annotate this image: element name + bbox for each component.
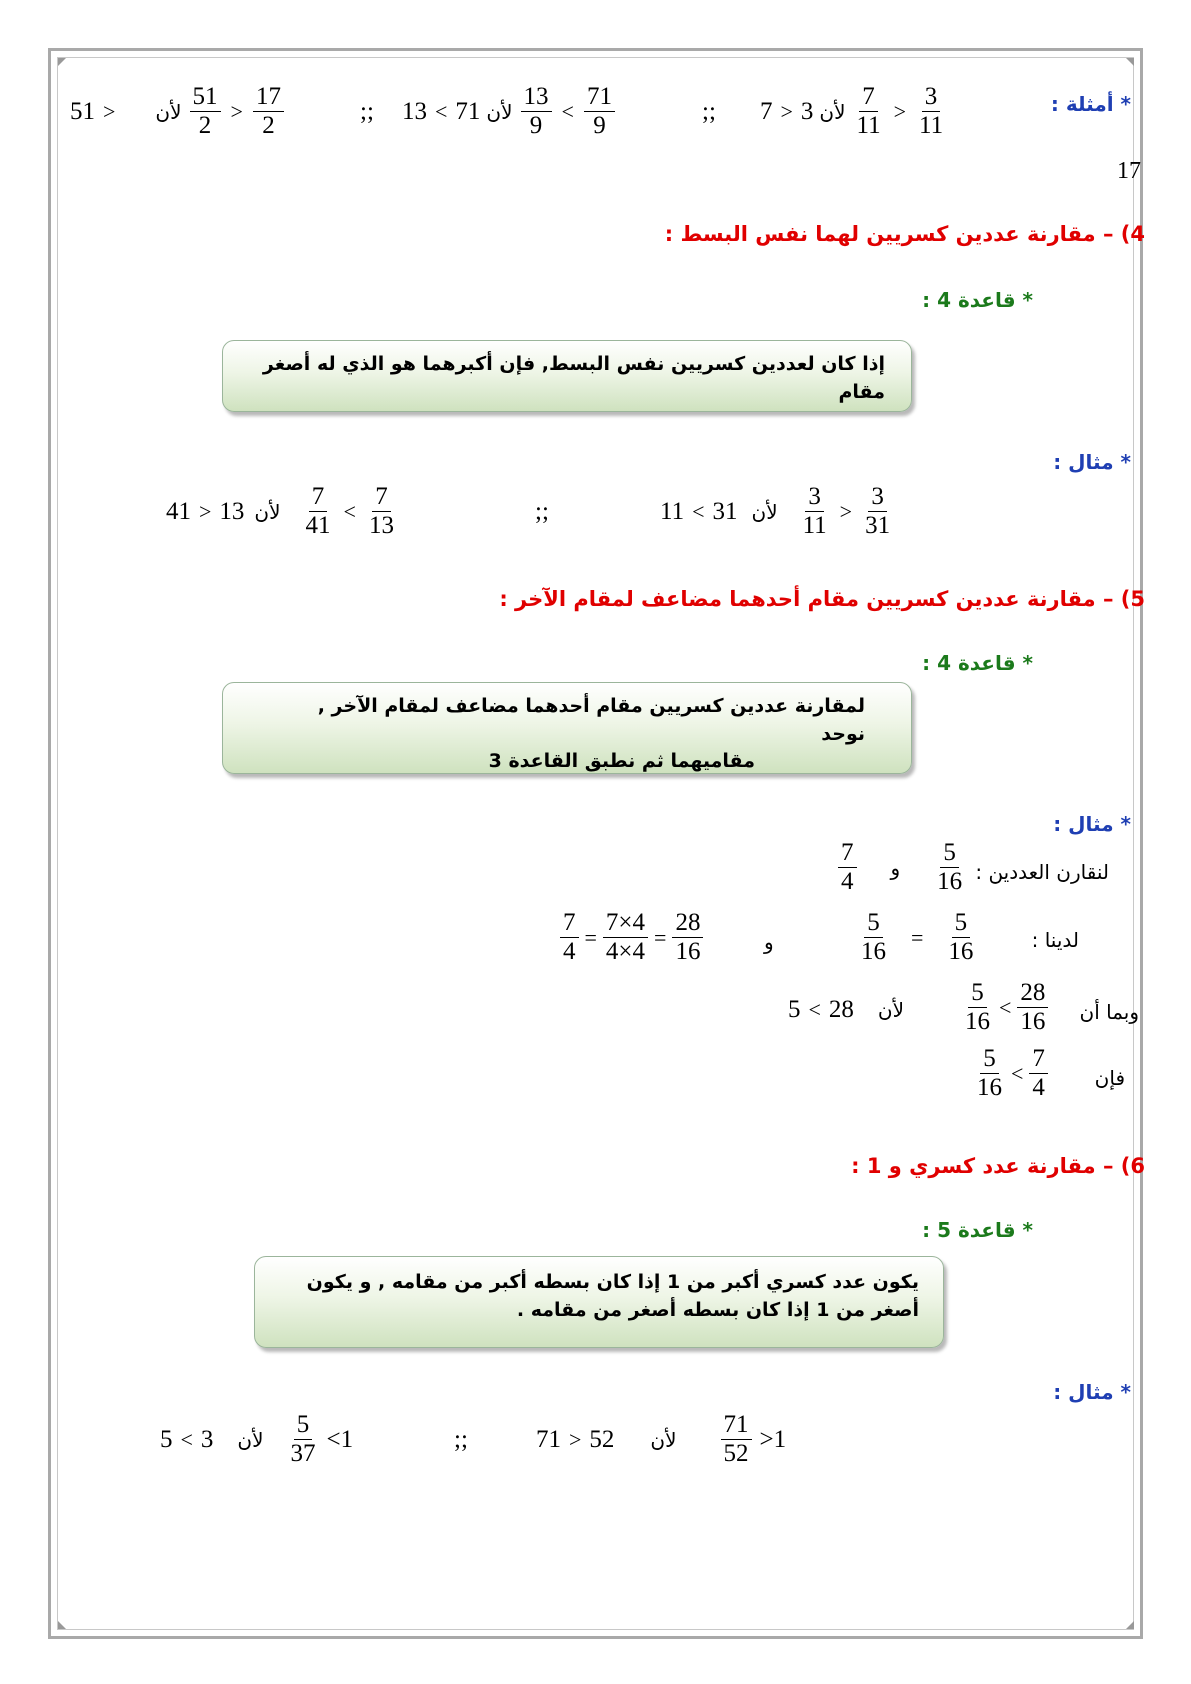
- fraction: $\frac{5}{16}$: [965, 979, 990, 1036]
- fraction: $\frac{7}{4}$: [1027, 1046, 1050, 1102]
- corner-ornament: [1126, 58, 1134, 66]
- example-6-2: 5 < 3 لأن $\frac{5}{37}$ <1: [160, 1411, 354, 1468]
- fraction: $\frac{3}{31}$: [865, 483, 891, 540]
- rule-4-text: إذا كان لعددين كسريين نفس البسط, فإن أكبرهما هو الذي له أصغر مقام: [262, 353, 885, 403]
- section-5-heading: 5) – مقارنة عددين كسريين مقام أحدهما مضاعف لمقام الآخر :: [499, 587, 1145, 611]
- separator: ;;: [360, 98, 374, 125]
- fraction: $\frac{51}{2}$: [188, 84, 223, 140]
- compare-label: لنقارن العددين :: [975, 860, 1109, 884]
- stray-number: 17: [1117, 158, 1141, 184]
- example-label-4: * مثال :: [1053, 450, 1131, 474]
- rule-5-label: * قاعدة 4 :: [922, 651, 1033, 675]
- section-4-heading: 4) – مقارنة عددين كسريين لهما نفس البسط :: [664, 222, 1145, 246]
- rule-5-line-1: لمقارنة عددين كسريين مقام أحدهما مضاعف لمقام الآخر , نوحد: [317, 695, 865, 745]
- fraction: $\frac{28}{16}$: [670, 910, 705, 966]
- fraction: $\frac{7}{41}$: [305, 483, 331, 540]
- fraction: $\frac{5}{16}$: [861, 909, 886, 966]
- corner-ornament: [1126, 1621, 1134, 1629]
- example-3: 51 > لأن $\frac{51}{2}$ > $\frac{17}{2}$: [70, 84, 286, 140]
- fraction: $\frac{7}{13}$: [368, 483, 394, 540]
- fraction: $\frac{13}{9}$: [519, 84, 554, 140]
- rule-box-5: [222, 682, 912, 774]
- separator: ;;: [535, 498, 549, 525]
- equality-left: $\frac{5}{16}$ = $\frac{5}{16}$: [856, 910, 978, 966]
- equality-right: $\frac{7}{4}$ = $\frac{7\times 4}{4\times 4}$ = $\frac{28}{16}$: [558, 910, 705, 966]
- then-label: فإن: [1094, 1066, 1125, 1090]
- example-6-1: 71 > 52 لأن $\frac{71}{52}$ >1: [536, 1411, 787, 1468]
- example-label-6: * مثال :: [1053, 1380, 1131, 1404]
- example-label-5: * مثال :: [1053, 812, 1131, 836]
- fraction: $\frac{7\times 4}{4\times 4}$: [601, 910, 650, 966]
- fraction: $\frac{7}{4}$: [836, 840, 859, 896]
- separator: ;;: [702, 98, 716, 125]
- example-2: 13 < 71 لأن $\frac{13}{9}$ < $\frac{71}{9}$: [402, 84, 617, 140]
- we-have-label: لدينا :: [1031, 928, 1079, 952]
- fraction: $\frac{5}{16}$: [937, 839, 963, 896]
- examples-label: * أمثلة :: [1050, 92, 1131, 116]
- fraction: $\frac{5}{37}$: [290, 1411, 316, 1468]
- rule-6-label: * قاعدة 5 :: [922, 1218, 1033, 1242]
- rule-4-label: * قاعدة 4 :: [922, 288, 1033, 312]
- example-4-1: 11 < 31 لأن $\frac{3}{11}$ > $\frac{3}{31}$: [660, 484, 895, 540]
- since-comparison: 5 < 28 لأن: [788, 996, 905, 1023]
- example-4-2: 41 > 13 لأن $\frac{7}{41}$ < $\frac{7}{13}$: [166, 484, 399, 540]
- fraction: $\frac{28}{16}$: [1015, 980, 1050, 1036]
- separator: ;;: [454, 1426, 468, 1453]
- fraction: $\frac{5}{16}$: [948, 909, 974, 966]
- fraction: $\frac{3}{11}$: [919, 83, 944, 140]
- example-1: 7 > 3 لأن $\frac{7}{11}$ > $\frac{3}{11}$: [760, 84, 948, 140]
- section-6-heading: 6) – مقارنة عدد كسري و 1 :: [851, 1154, 1145, 1178]
- fraction: $\frac{71}{52}$: [719, 1412, 754, 1468]
- rule-box-6: [254, 1256, 944, 1348]
- rule-6-line-1: يكون عدد كسري أكبر من 1 إذا كان بسطه أكبر من مقامه , و يكون: [306, 1271, 919, 1293]
- fraction: $\frac{71}{9}$: [582, 84, 617, 140]
- rule-box-4: [222, 340, 912, 412]
- result-fractions: $\frac{5}{16}$ < $\frac{7}{4}$: [972, 1046, 1050, 1102]
- compare-fractions: $\frac{7}{4}$ و $\frac{5}{16}$: [836, 840, 967, 896]
- fraction: $\frac{7}{11}$: [856, 83, 881, 140]
- and-word: و: [764, 930, 774, 954]
- corner-ornament: [58, 1621, 66, 1629]
- rule-6-line-2: أصغر من 1 إذا كان بسطه أصغر من مقامه .: [516, 1298, 919, 1321]
- fraction: $\frac{3}{11}$: [802, 483, 827, 540]
- fraction: $\frac{5}{16}$: [977, 1045, 1002, 1102]
- corner-ornament: [58, 58, 66, 66]
- fraction: $\frac{17}{2}$: [251, 84, 286, 140]
- since-label: وبما أن: [1079, 1000, 1139, 1024]
- fraction: $\frac{7}{4}$: [558, 910, 581, 966]
- rule-5-line-2: مقاميهما ثم نطبق القاعدة 3: [488, 750, 755, 773]
- since-fractions: $\frac{5}{16}$ < $\frac{28}{16}$: [960, 980, 1050, 1036]
